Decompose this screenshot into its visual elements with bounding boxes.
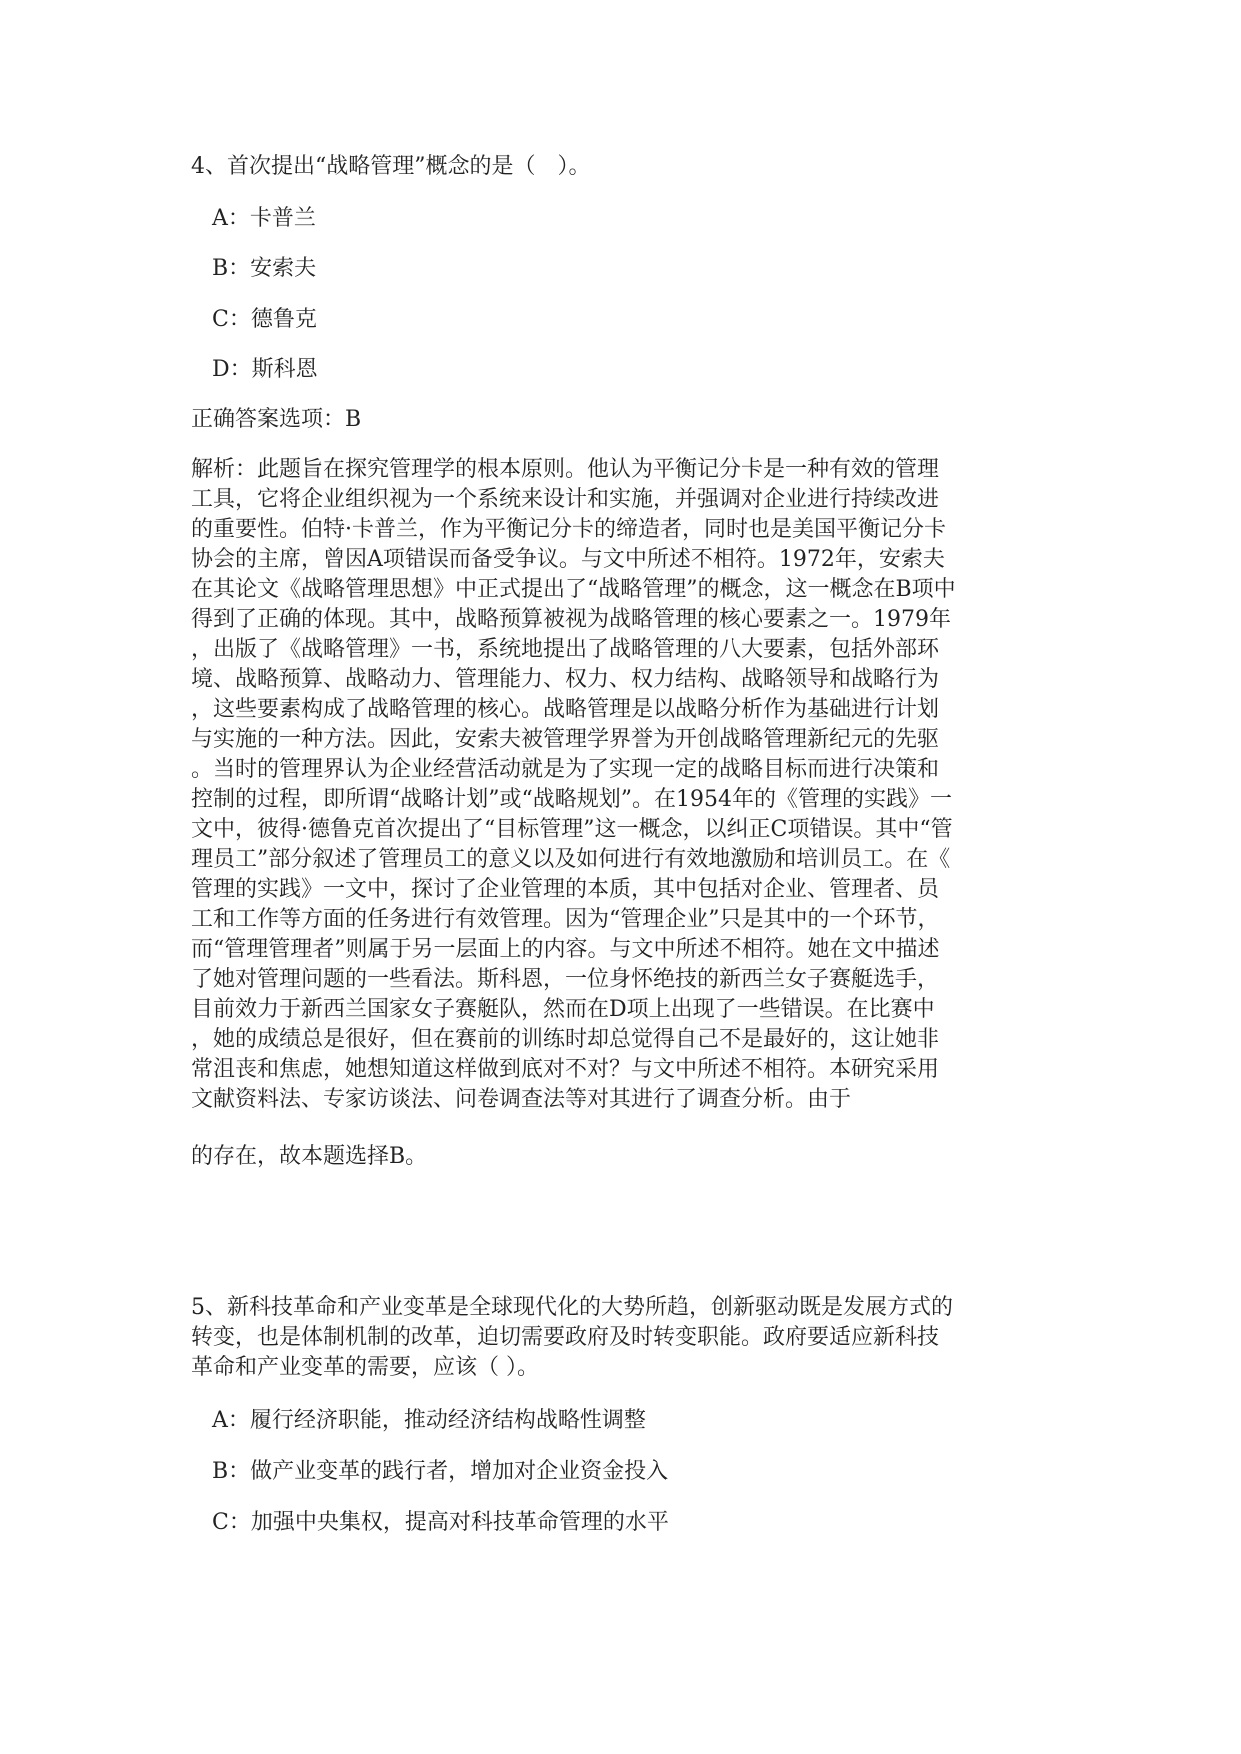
explanation-line: 而“管理管理者”则属于另一层面上的内容。与文中所述不相符。她在文中描述 (191, 937, 940, 962)
question-5-line: 转变，也是体制机制的改革，迫切需要政府及时转变职能。政府要适应新科技 (191, 1325, 940, 1350)
explanation-line: 协会的主席，曾因A项错误而备受争议。与文中所述不相符。1972年，安索夫 (191, 547, 945, 572)
explanation-line: 的重要性。伯特·卡普兰，作为平衡记分卡的缔造者，同时也是美国平衡记分卡 (191, 517, 946, 542)
question-4-text: 4、首次提出“战略管理”概念的是（ ）。 (191, 154, 591, 179)
explanation-line: 。当时的管理界认为企业经营活动就是为了实现一定的战略目标而进行决策和 (191, 757, 940, 782)
question-5-option-b: B：做产业变革的践行者，增加对企业资金投入 (212, 1459, 669, 1484)
question-5-line: 5、新科技革命和产业变革是全球现代化的大势所趋，创新驱动既是发展方式的 (191, 1295, 953, 1320)
question-4-option-a: A：卡普兰 (212, 206, 316, 231)
explanation-line: 工具，它将企业组织视为一个系统来设计和实施，并强调对企业进行持续改进 (191, 487, 940, 512)
explanation-line: ，出版了《战略管理》一书，系统地提出了战略管理的八大要素，包括外部环 (191, 637, 940, 662)
explanation-line: 文献资料法、专家访谈法、问卷调查法等对其进行了调查分析。由于 (191, 1087, 852, 1112)
explanation-line: 控制的过程，即所谓“战略计划”或“战略规划”。在1954年的《管理的实践》一 (191, 787, 952, 812)
question-5-line: 革命和产业变革的需要，应该（ ）。 (191, 1355, 539, 1380)
question-4-option-d: D：斯科恩 (212, 357, 318, 382)
explanation-line: ，她的成绩总是很好，但在赛前的训练时却总觉得自己不是最好的，这让她非 (191, 1027, 940, 1052)
explanation-line: 理员工”部分叙述了管理员工的意义以及如何进行有效地激励和培训员工。在《 (191, 847, 951, 872)
question-4-option-b: B：安索夫 (212, 256, 317, 281)
explanation-line: 管理的实践》一文中，探讨了企业管理的本质，其中包括对企业、管理者、员 (191, 877, 940, 902)
explanation-line: 文中，彼得·德鲁克首次提出了“目标管理”这一概念，以纠正C项错误。其中“管 (191, 817, 953, 842)
explanation-line: ，这些要素构成了战略管理的核心。战略管理是以战略分析作为基础进行计划 (191, 697, 940, 722)
explanation-line: 在其论文《战略管理思想》中正式提出了“战略管理”的概念，这一概念在B项中 (191, 577, 956, 602)
explanation-line: 境、战略预算、战略动力、管理能力、权力、权力结构、战略领导和战略行为 (191, 667, 940, 692)
question-5-option-c: C：加强中央集权，提高对科技革命管理的水平 (212, 1510, 669, 1535)
explanation-line: 常沮丧和焦虑，她想知道这样做到底对不对？与文中所述不相符。本研究采用 (191, 1057, 940, 1082)
explanation-line: 得到了正确的体现。其中，战略预算被视为战略管理的核心要素之一。1979年 (191, 607, 951, 632)
question-4-conclusion: 的存在，故本题选择B。 (191, 1144, 428, 1169)
explanation-line: 了她对管理问题的一些看法。斯科恩，一位身怀绝技的新西兰女子赛艇选手， (191, 967, 940, 992)
explanation-line: 与实施的一种方法。因此，安索夫被管理学界誉为开创战略管理新纪元的先驱 (191, 727, 940, 752)
explanation-line: 解析：此题旨在探究管理学的根本原则。他认为平衡记分卡是一种有效的管理 (191, 457, 940, 482)
question-4-option-c: C：德鲁克 (212, 307, 317, 332)
explanation-line: 工和工作等方面的任务进行有效管理。因为“管理企业”只是其中的一个环节， (191, 907, 940, 932)
question-5-option-a: A：履行经济职能，推动经济结构战略性调整 (212, 1408, 646, 1433)
question-4-answer: 正确答案选项：B (191, 407, 362, 432)
explanation-line: 目前效力于新西兰国家女子赛艇队，然而在D项上出现了一些错误。在比赛中 (191, 997, 935, 1022)
